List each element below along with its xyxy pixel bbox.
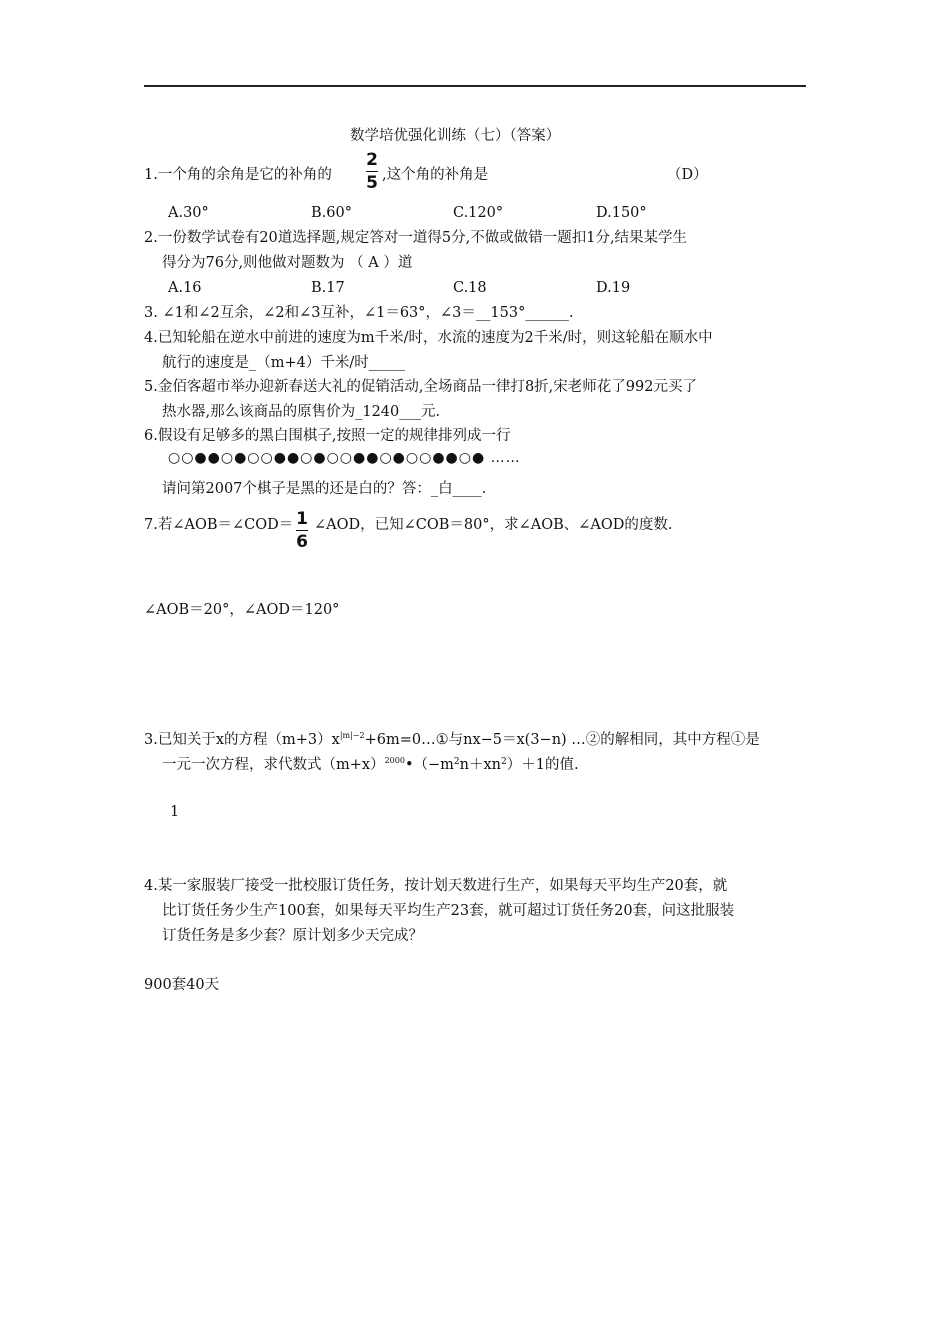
q2-line1: 2.一份数学试卷有20道选择题,规定答对一道得5分,不做或做错一题扣1分,结果某学生 (144, 230, 688, 246)
q1-option-d: D.150° (596, 205, 647, 221)
q9-line1: 4.某一家服装厂接受一批校服订货任务，按计划天数进行生产，如果每天平均生产20套，就 (144, 878, 728, 894)
q7-stem: 7.若∠AOB＝∠COD＝ (144, 517, 294, 533)
q7-stem-tail: ∠AOD，已知∠COB＝80°，求∠AOB、∠AOD的度数. (314, 517, 673, 533)
q1-option-c: C.120° (453, 205, 504, 221)
q2-option-b: B.17 (311, 280, 345, 296)
q6-line1: 6.假设有足够多的黑白围棋子,按照一定的规律排列成一行 (144, 428, 511, 444)
q1-fraction: 2 5 (366, 150, 378, 193)
q1-stem: 1.一个角的余角是它的补角的 (144, 167, 332, 183)
q9-line2: 比订货任务少生产100套，如果每天平均生产23套，就可超过订货任务20套，问这批服装 (162, 903, 735, 919)
q5-line1: 5.金佰客超市举办迎新春送大礼的促销活动,全场商品一律打8折,宋老师花了992元买了 (144, 379, 697, 395)
q6-stone-sequence: ○○●●○●○○●●○●○○●●○●○○●●○● …… (168, 450, 521, 466)
q1-option-a: A.30° (168, 205, 209, 221)
header-rule (144, 85, 806, 87)
q8-answer: 1 (170, 804, 180, 820)
q2-option-a: A.16 (168, 280, 202, 296)
page-title: 数学培优强化训练（七）（答案） (350, 128, 561, 144)
q8-line2: 一元一次方程，求代数式$(m+x)^{2000}•(-m^2n+xn^2)+1$的值. (162, 756, 579, 773)
q1-stem-tail: ,这个角的补角是 (382, 167, 489, 183)
q2-option-d: D.19 (596, 280, 631, 296)
q7-answer: ∠AOB＝20°，∠AOD＝120° (144, 602, 340, 618)
q7-fraction: 1 6 (296, 509, 308, 552)
q4-line1: 4.已知轮船在逆水中前进的速度为m千米/时，水流的速度为2千米/时，则这轮船在顺水中 (144, 330, 713, 346)
q1-answer: （D） (667, 167, 708, 183)
q2-option-c: C.18 (453, 280, 487, 296)
q5-line2: 热水器,那么该商品的原售价为_1240___元. (162, 404, 441, 420)
q3-line1: 3. ∠1和∠2互余，∠2和∠3互补，∠1＝63°，∠3＝__153°______. (144, 305, 574, 321)
q4-line2: 航行的速度是_（m+4）千米/时_____ (162, 355, 406, 371)
q9-line3: 订货任务是多少套？原计划多少天完成？ (162, 928, 423, 944)
q1-option-b: B.60° (311, 205, 352, 221)
q2-line2: 得分为76分,则他做对题数为 （ A ）道 (162, 255, 413, 271)
q6-line3: 请问第2007个棋子是黑的还是白的？答：_白____. (162, 481, 487, 497)
q8-line1: 3.已知关于x的方程$(m+3)x^{|m|-2}+6m=0\dots ①$与nx−5＝x(3−n) …②的解相同，其中方程①是 (144, 731, 760, 748)
q9-answer: 900套40天 (144, 977, 220, 993)
